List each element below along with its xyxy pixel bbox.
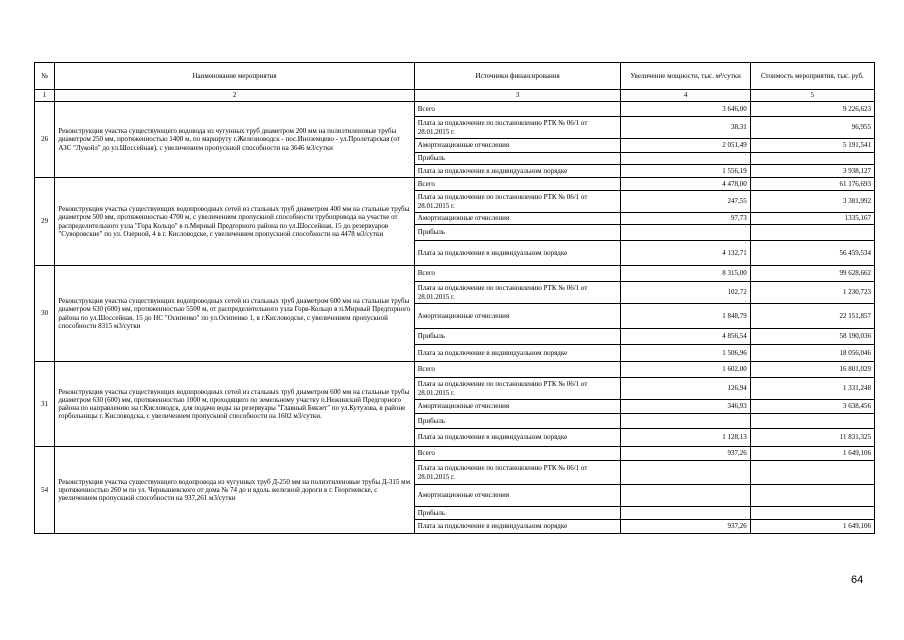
- funding-source-profit: Прибыль: [414, 225, 621, 241]
- capacity-value: 1 506,96: [621, 345, 750, 362]
- page-number: 64: [851, 574, 864, 586]
- column-index: 3: [414, 90, 621, 102]
- funding-source-rtk: Плата за подключение по постановлению РТК № 06/1 от 28.01.2015 г.: [414, 461, 621, 485]
- cost-value: [750, 507, 874, 520]
- header-capacity-increase: Увеличение мощности, тыс. м³/сутки: [621, 63, 750, 90]
- funding-source-individual: Плата за подключение в индивидуальном порядке: [414, 345, 621, 362]
- capacity-value: 1 128,13: [621, 429, 750, 447]
- cost-value: 1335,167: [750, 213, 874, 225]
- funding-source-rtk: Плата за подключение по постановлению РТК № 06/1 от 28.01.2015 г.: [414, 378, 621, 400]
- funding-source-individual: Плата за подключение в индивидуальном порядке: [414, 165, 621, 178]
- funding-source-profit: Прибыль: [414, 507, 621, 520]
- cost-value: [750, 225, 874, 241]
- cost-value: 58 190,036: [750, 329, 874, 345]
- capacity-value: 937,26: [621, 520, 750, 534]
- column-index: 4: [621, 90, 750, 102]
- project-number: 54: [35, 447, 55, 534]
- capacity-value: 247,55: [621, 191, 750, 213]
- capacity-value: 38,31: [621, 117, 750, 139]
- funding-source-individual: Плата за подключение в индивидуальном порядке: [414, 520, 621, 534]
- cost-value: 18 056,046: [750, 345, 874, 362]
- capacity-value: 97,73: [621, 213, 750, 225]
- cost-value: 56 459,534: [750, 241, 874, 266]
- investment-program-table: [34, 62, 875, 534]
- capacity-value: 2 051,49: [621, 139, 750, 153]
- table-row: [35, 102, 875, 117]
- column-index: 2: [55, 90, 414, 102]
- header-measure-name: Наименование мероприятия: [55, 63, 414, 90]
- capacity-value: 346,93: [621, 400, 750, 414]
- funding-source-amort: Амортизационные отчисления: [414, 400, 621, 414]
- column-index: 5: [750, 90, 874, 102]
- funding-source-rtk: Плата за подключение по постановлению РТК № 06/1 от 28.01.2015 г.: [414, 191, 621, 213]
- cost-value: 61 176,693: [750, 178, 874, 191]
- cost-value: 16 801,029: [750, 362, 874, 378]
- cost-value: 3 381,992: [750, 191, 874, 213]
- cost-value: 22 151,857: [750, 304, 874, 329]
- cost-value: 5 191,541: [750, 139, 874, 153]
- capacity-value: [621, 507, 750, 520]
- capacity-value: 126,94: [621, 378, 750, 400]
- table-header-row: [35, 63, 875, 90]
- funding-source-individual: Плата за подключение в индивидуальном порядке: [414, 429, 621, 447]
- funding-source-amort: Амортизационные отчисления: [414, 304, 621, 329]
- project-number: 29: [35, 178, 55, 266]
- project-name: Реконструкция участка существующих водопроводных сетей из стальных труб диаметром 400 мм на стальные трубы диаметром 500 мм, протяженностью 4700 м, с увеличением пропускной способности трубопровода на участке от распределительного узла "Гора Кольцо" в п.Мирный Предгорного района по ул.Шоссейная, 15 до резервуаров "Суворовские" по ул. Озерной, 4 в г. Кисловодске, с увеличением пропускной способности на 4478 м3/сутки: [55, 178, 414, 266]
- funding-source-individual: Плата за подключение в индивидуальном порядке: [414, 241, 621, 266]
- project-number: 31: [35, 362, 55, 447]
- capacity-value: 1 848,79: [621, 304, 750, 329]
- capacity-value: [621, 153, 750, 165]
- column-index: 1: [35, 90, 55, 102]
- project-name: Реконструкция участка существующих водопроводных сетей из стальных труб диаметром 600 мм на стальные трубы диаметром 630 (600) мм, протяженностью 1000 м, проходящего по земельному участку п.Нежинский Предгорного района по направлению на г.Кисловодск, для подачи воды на резервуары "Главный Бякзет" по ул.Кутузова, в районе горбольницы г. Кисловодска, с увеличением пропускной способности на 1602 м3/сутки.: [55, 362, 414, 447]
- table-row: [35, 266, 875, 282]
- project-name: Реконструкция участка существующего водопровода из чугунных труб Д-250 мм на полиэтиленовые трубы Д-315 мм протяженностью 260 м по ул. Чернышевского от дома № 74 до и вдоль железной дороги в г. Георгиевске, с увеличением пропускной способности на 937,261 м3/сутки: [55, 447, 414, 534]
- cost-value: 99 628,662: [750, 266, 874, 282]
- cost-value: 3 938,127: [750, 165, 874, 178]
- capacity-value: 1 602,00: [621, 362, 750, 378]
- cost-value: [750, 153, 874, 165]
- funding-source-rtk: Плата за подключение по постановлению РТК № 06/1 от 28.01.2015 г.: [414, 117, 621, 139]
- table-row: [35, 178, 875, 191]
- table-row: [35, 362, 875, 378]
- funding-source-amort: Амортизационные отчисления: [414, 213, 621, 225]
- capacity-value: 3 646,00: [621, 102, 750, 117]
- project-number: 26: [35, 102, 55, 178]
- funding-source-total: Всего: [414, 447, 621, 461]
- cost-value: [750, 461, 874, 485]
- header-measure-cost: Стоимость мероприятия, тыс. руб.: [750, 63, 874, 90]
- project-number: 30: [35, 266, 55, 362]
- capacity-value: 4 478,00: [621, 178, 750, 191]
- cost-value: 3 638,456: [750, 400, 874, 414]
- funding-source-profit: Прибыль: [414, 153, 621, 165]
- table-row: [35, 447, 875, 461]
- header-funding-source: Источники финансирования: [414, 63, 621, 90]
- cost-value: [750, 485, 874, 507]
- capacity-value: [621, 225, 750, 241]
- cost-value: 9 226,623: [750, 102, 874, 117]
- column-index-row: [35, 90, 875, 102]
- project-name: Реконструкция участка существующих водопроводных сетей из стальных труб диаметром 600 мм на стальные трубы диаметром 630 (600) мм, протяженностью 5500 м, от распределительного узла Горв-Кольцо в п.Мирный Предгорного района по ул.Шоссейная, 15 до НС "Осипенко" по ул.Осипенко 1, в г.Кисловодске, с увеличением пропускной способности 8315 м3/сутки: [55, 266, 414, 362]
- funding-source-total: Всего: [414, 266, 621, 282]
- capacity-value: 8 315,00: [621, 266, 750, 282]
- capacity-value: [621, 485, 750, 507]
- funding-source-profit: Прибыль: [414, 414, 621, 429]
- capacity-value: 1 556,19: [621, 165, 750, 178]
- cost-value: 11 831,325: [750, 429, 874, 447]
- funding-source-profit: Прибыль: [414, 329, 621, 345]
- funding-source-total: Всего: [414, 178, 621, 191]
- table-body: [35, 102, 875, 534]
- capacity-value: [621, 461, 750, 485]
- capacity-value: 4 856,54: [621, 329, 750, 345]
- cost-value: [750, 414, 874, 429]
- capacity-value: 937,26: [621, 447, 750, 461]
- funding-source-amort: Амортизационные отчисления: [414, 485, 621, 507]
- funding-source-total: Всего: [414, 102, 621, 117]
- project-name: Реконструкция участка существующего водовода из чугунных труб диаметром 200 мм на полиэтиленовые трубы диаметром 250 мм, протяженностью 1400 м, по маршруту г.Железноводск - пос.Иноземцево - ул.Пролетарская (от АЗС "Лукойл" до ул.Шоссейная), с увеличением пропускной способности на 3646 м3/сутки: [55, 102, 414, 178]
- capacity-value: 4 132,71: [621, 241, 750, 266]
- cost-value: 96,955: [750, 117, 874, 139]
- cost-value: 1 649,106: [750, 520, 874, 534]
- funding-source-total: Всего: [414, 362, 621, 378]
- cost-value: 1 230,723: [750, 282, 874, 304]
- capacity-value: 102,72: [621, 282, 750, 304]
- header-number: №: [35, 63, 55, 90]
- capacity-value: [621, 414, 750, 429]
- investment-table-sheet: [34, 62, 875, 534]
- funding-source-rtk: Плата за подключение по постановлению РТК № 06/1 от 28.01.2015 г.: [414, 282, 621, 304]
- cost-value: 1 331,248: [750, 378, 874, 400]
- cost-value: 1 649,106: [750, 447, 874, 461]
- funding-source-amort: Амортизационные отчисления: [414, 139, 621, 153]
